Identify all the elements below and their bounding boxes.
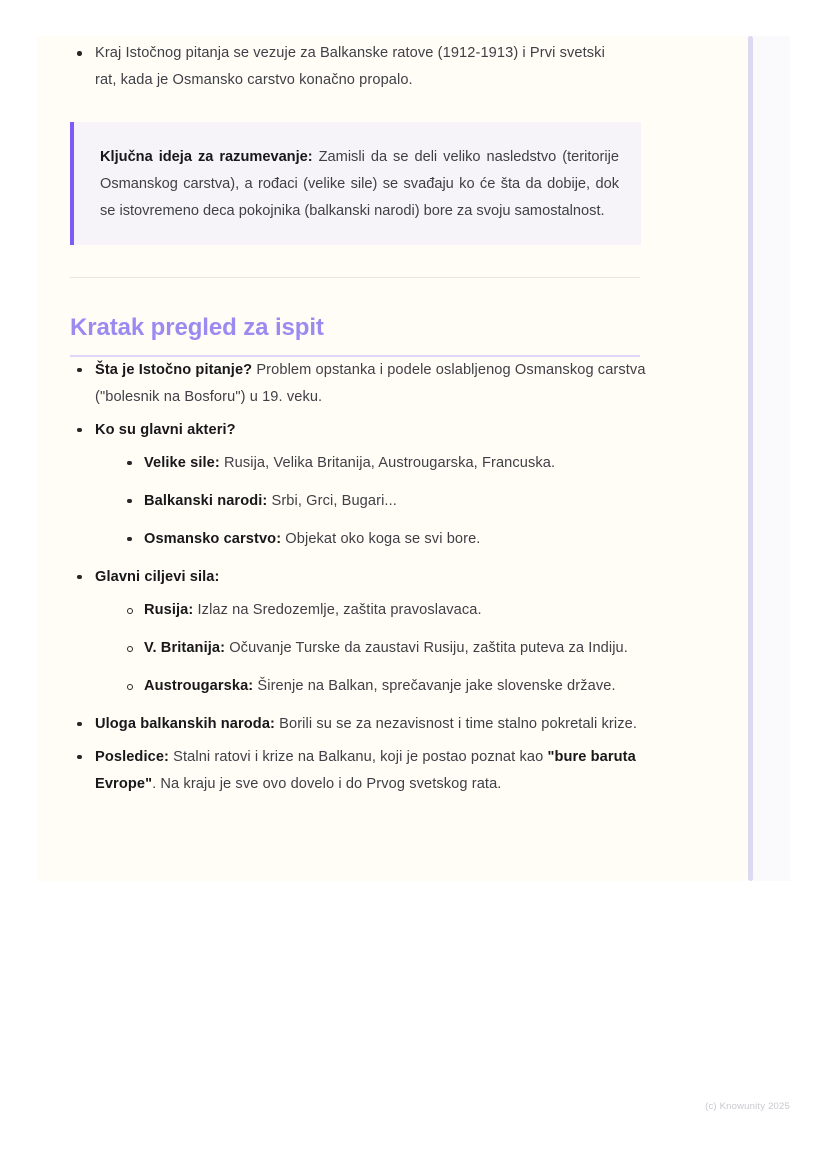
- summary-label: Uloga balkanskih naroda:: [95, 715, 275, 732]
- summary-label: Glavni ciljevi sila:: [95, 568, 220, 585]
- summary-text-after: . Na kraju je sve ovo dovelo i do Prvog svetskog rata.: [152, 775, 502, 792]
- footer-copyright: (c) Knowunity 2025: [705, 1101, 790, 1112]
- section-divider: [70, 277, 640, 278]
- sub-line: [144, 493, 397, 509]
- summary-line: [95, 569, 220, 585]
- intro-bullet-text: Kraj Istočnog pitanja se vezuje za Balkanske ratove (1912-1913) i Prvi svetski rat, kada je Osmansko carstvo konačno propalo.: [95, 45, 605, 88]
- sub-text: Rusija, Velika Britanija, Austrougarska, Francuska.: [219, 454, 556, 471]
- summary-text: Stalni ratovi i krize na Balkanu, koji je postao poznat kao: [169, 748, 548, 765]
- summary-line: [95, 716, 637, 732]
- sub-line: [144, 678, 616, 694]
- list-item: [70, 711, 670, 738]
- key-idea-callout: [70, 122, 641, 245]
- list-item: [70, 744, 670, 798]
- summary-label: Ko su glavni akteri?: [95, 421, 236, 438]
- callout-paragraph: [100, 144, 619, 225]
- list-item: [122, 597, 670, 624]
- list-item: [122, 673, 670, 700]
- summary-text: Borili su se za nezavisnost i time stalno pokretali krize.: [275, 715, 637, 732]
- summary-line: [95, 749, 636, 792]
- sub-text: Objekat oko koga se svi bore.: [281, 530, 481, 547]
- goals-sublist: [95, 597, 670, 700]
- sub-label: Velike sile:: [144, 454, 220, 471]
- list-item: [122, 488, 670, 515]
- list-item: [70, 417, 670, 553]
- list-item: [122, 635, 670, 662]
- document-content: [70, 36, 670, 804]
- scrollbar[interactable]: [748, 36, 753, 881]
- sub-line: [144, 455, 555, 471]
- sub-label: Osmansko carstvo:: [144, 530, 282, 547]
- list-item: [122, 450, 670, 477]
- sub-label: Rusija:: [144, 601, 194, 618]
- summary-line: [95, 422, 236, 438]
- sub-label: V. Britanija:: [144, 639, 226, 656]
- list-item: [70, 564, 670, 700]
- sub-text: Očuvanje Turske da zaustavi Rusiju, zaštita puteva za Indiju.: [225, 639, 628, 656]
- sub-line: [144, 602, 482, 618]
- summary-line: [95, 362, 646, 405]
- page-title: Kratak pregled za ispit: [70, 314, 324, 341]
- sub-text: Širenje na Balkan, sprečavanje jake slovenske države.: [253, 677, 616, 694]
- document-panel: [37, 36, 790, 881]
- exam-summary-list: [70, 357, 670, 798]
- list-item: [70, 40, 615, 94]
- sub-line: [144, 531, 480, 547]
- intro-bullet-list: [70, 40, 670, 94]
- list-item: [70, 357, 670, 411]
- list-item: [122, 526, 670, 553]
- summary-label: Posledice:: [95, 748, 169, 765]
- sub-line: [144, 640, 628, 656]
- callout-label: Ključna ideja za razumevanje:: [100, 149, 313, 165]
- sub-text: Srbi, Grci, Bugari...: [267, 492, 397, 509]
- callout-text: Zamisli da se deli veliko nasledstvo (teritorije Osmanskog carstva), a rođaci (velike sile) se svađaju ko će šta da dobije, dok se istovremeno deca pokojnika (balkanski narodi) bore za svoju samostalnost.: [100, 149, 619, 219]
- sub-text: Izlaz na Sredozemlje, zaštita pravoslavaca.: [193, 601, 482, 618]
- summary-emphasis: "bure baruta Evrope": [95, 748, 636, 792]
- summary-label: Šta je Istočno pitanje?: [95, 361, 253, 378]
- summary-text: Problem opstanka i podele oslabljenog Osmanskog carstva ("bolesnik na Bosforu") u 19. veku.: [95, 361, 646, 405]
- actors-sublist: [95, 450, 670, 553]
- sub-label: Austrougarska:: [144, 677, 254, 694]
- sub-label: Balkanski narodi:: [144, 492, 268, 509]
